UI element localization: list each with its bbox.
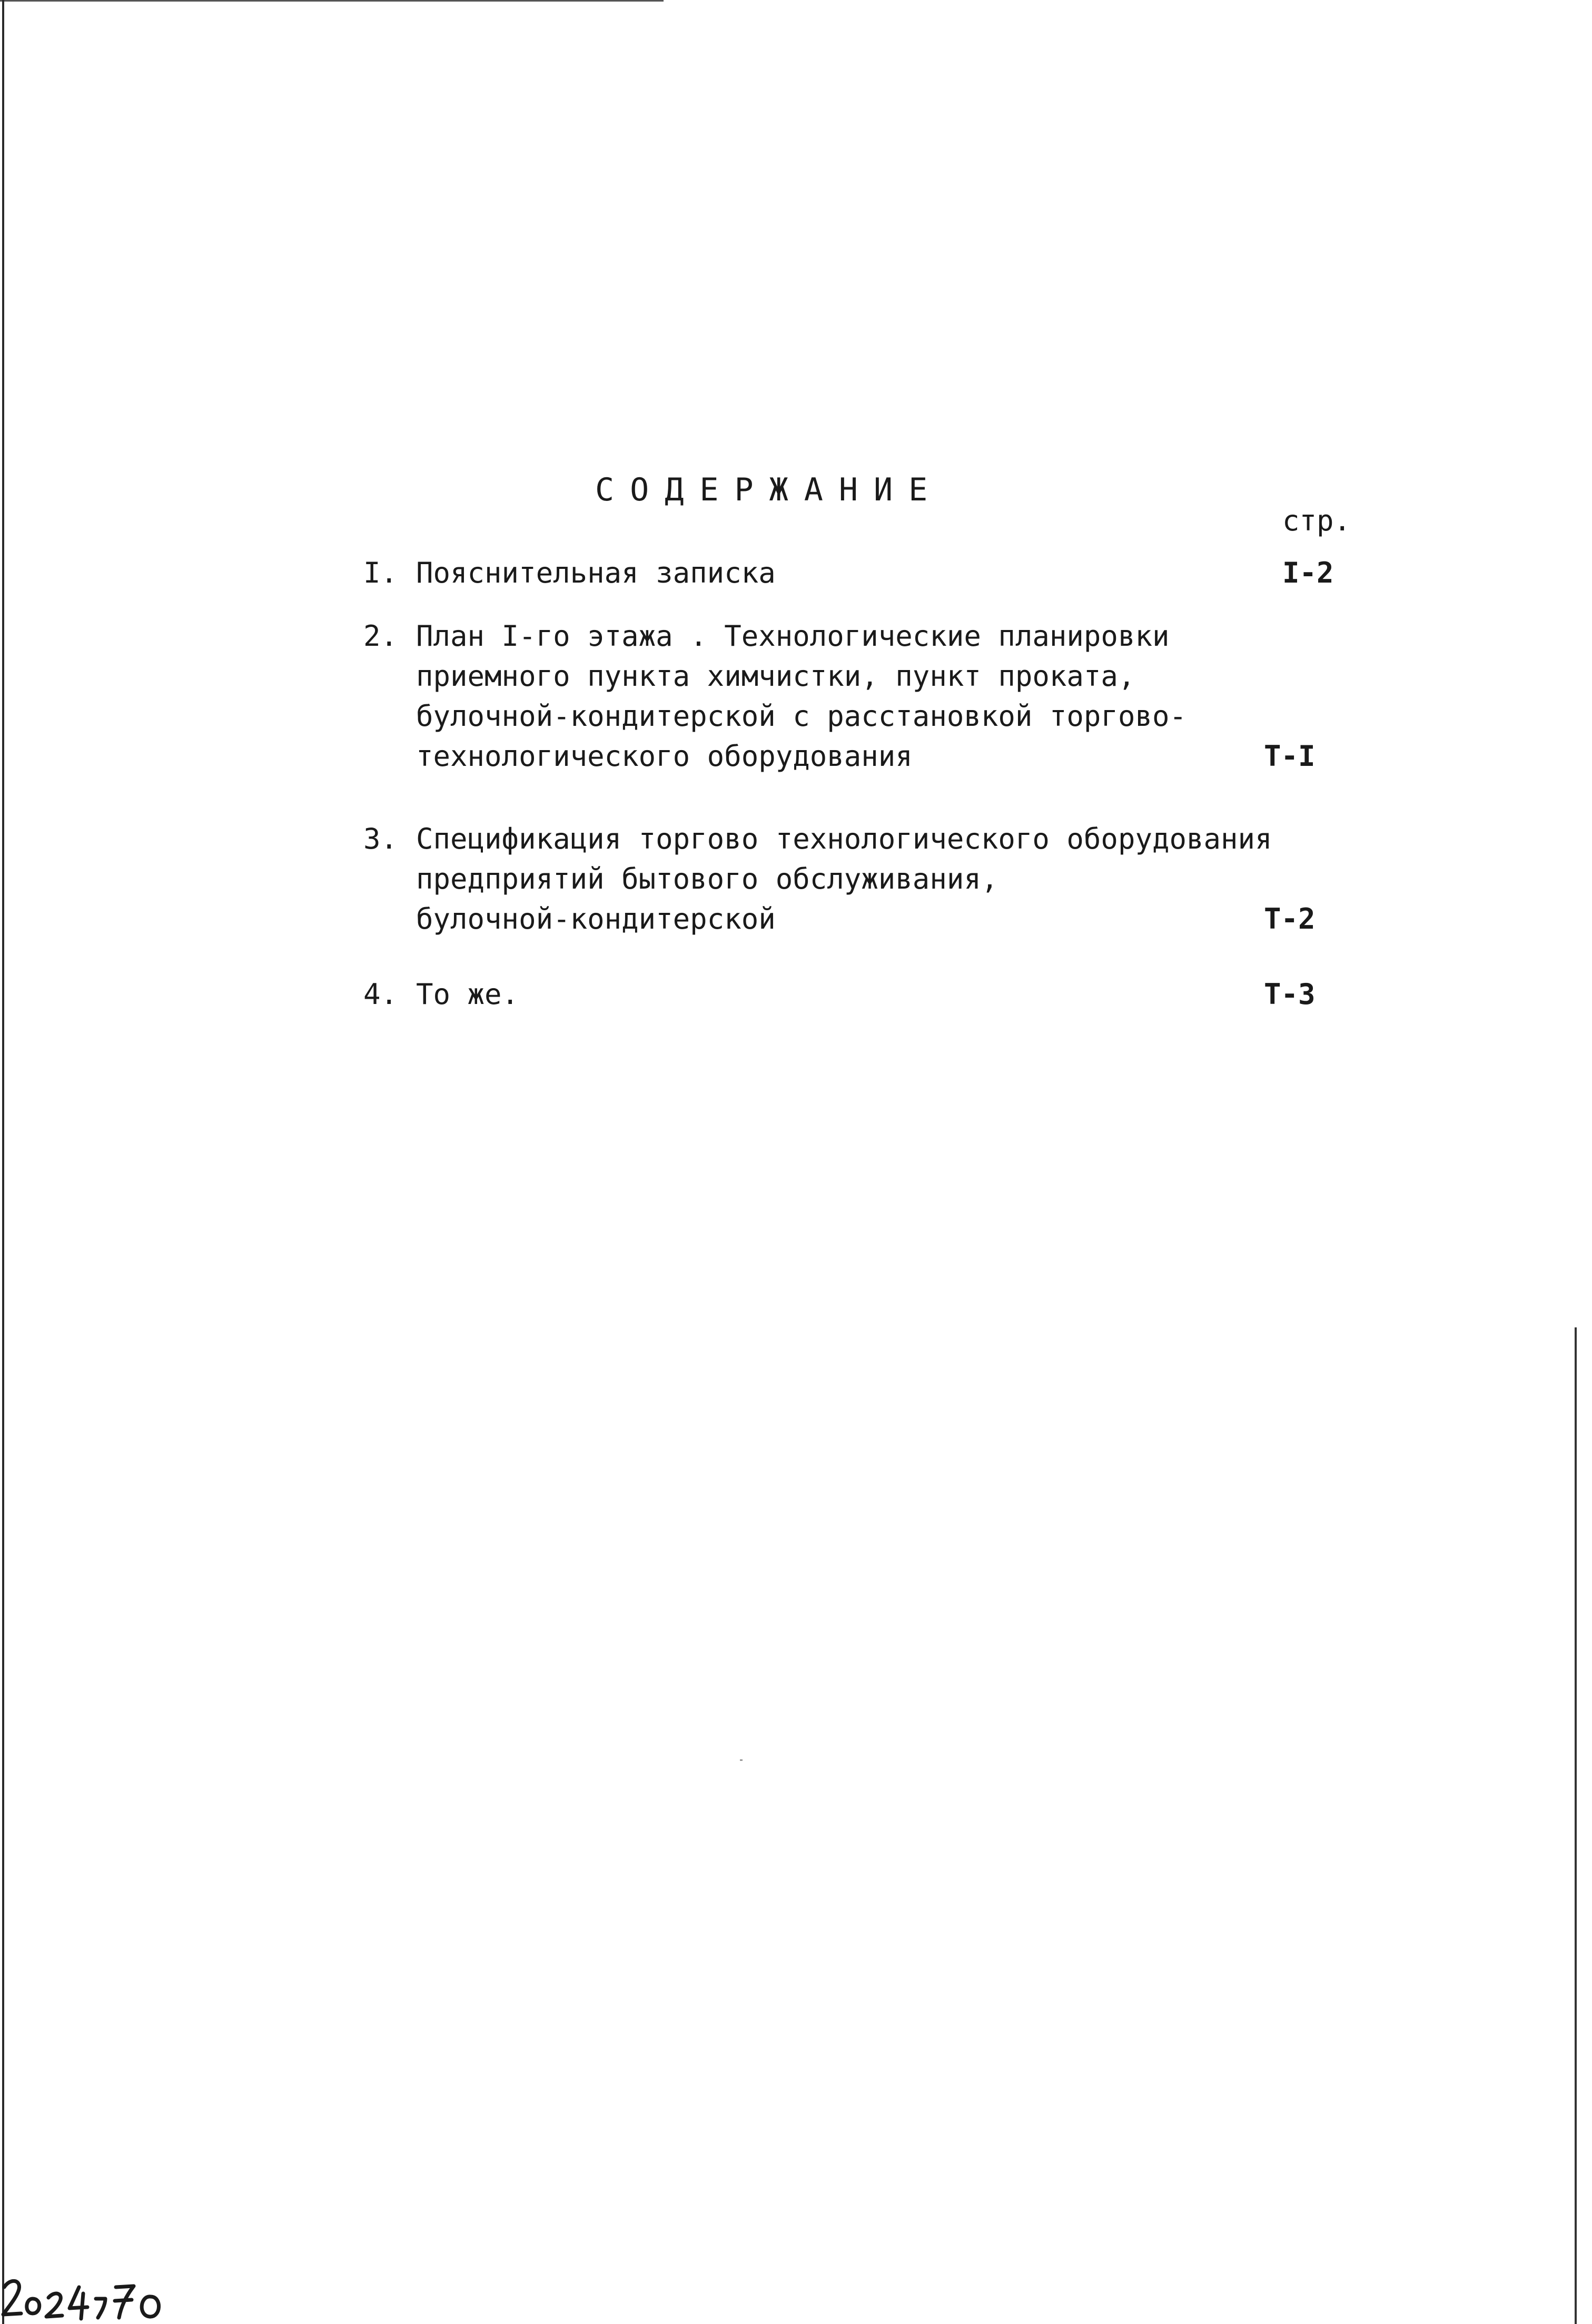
page-left-edge xyxy=(2,0,4,2324)
toc-entry-number: 2. xyxy=(363,619,398,653)
toc-entry-page: Т-2 xyxy=(1264,902,1316,935)
toc-entry xyxy=(363,819,1538,946)
page-top-edge xyxy=(0,0,664,2)
toc-entry-page: I-2 xyxy=(1282,556,1334,589)
toc-entry-text: План I-го этажа . Технологические планировки приемного пункта химчистки, пункт проката, булочной-кондитерской с расстановкой торгово- технологического оборудования xyxy=(416,619,1186,773)
toc-entry-text: Пояснительная записка xyxy=(416,556,776,589)
toc-entry-page: Т-3 xyxy=(1264,978,1316,1011)
toc-entry xyxy=(363,553,1538,595)
handwritten-number xyxy=(0,2266,174,2324)
page-column-header: стр. xyxy=(1282,504,1351,537)
toc-entry-number: 3. xyxy=(363,822,398,855)
toc-entry-text: То же. xyxy=(416,978,519,1011)
toc-entry-number: 4. xyxy=(363,978,398,1011)
page-right-edge xyxy=(1575,1327,1577,2324)
toc-entry-number: I. xyxy=(363,556,398,589)
scan-speck xyxy=(740,1759,743,1761)
toc-entry-text: Спецификация торгово технологического оборудования предприятий бытового обслуживания, булочной-кондитерской xyxy=(416,822,1272,935)
toc-entry-page: Т-I xyxy=(1264,740,1316,773)
toc-entry xyxy=(363,616,1538,780)
document-title: СОДЕРЖАНИЕ xyxy=(595,471,944,508)
toc-entry xyxy=(363,974,1538,1017)
